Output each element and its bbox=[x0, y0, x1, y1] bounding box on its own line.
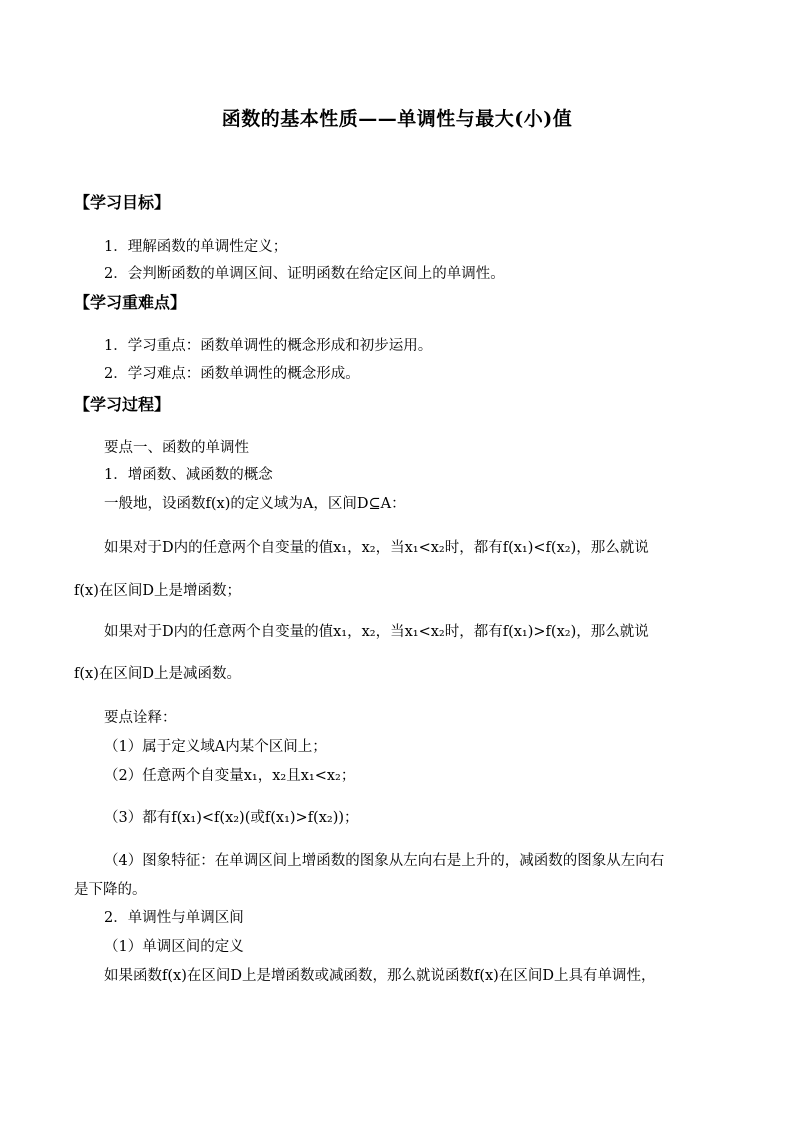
note-4-line-1: （4）图象特征：在单调区间上增函数的图象从左向右是上升的，减函数的图象从左向右 bbox=[104, 853, 665, 869]
goal-item-2: 2．会判断函数的单调区间、证明函数在给定区间上的单调性。 bbox=[104, 266, 505, 282]
increasing-def-line-2: f(x)在区间D上是增函数； bbox=[74, 583, 241, 599]
goal-item-1: 1．理解函数的单调性定义； bbox=[104, 239, 288, 255]
intro-line: 一般地，设函数f(x)的定义域为A，区间D⊆A： bbox=[104, 496, 406, 512]
decreasing-def-line-1: 如果对于D内的任意两个自变量的值x₁，x₂，当x₁<x₂时，都有f(x₁)>f(x₂)，那么就说 bbox=[104, 624, 649, 640]
section-heading-process: 【学习过程】 bbox=[74, 395, 171, 414]
subheading-monotonic: 2．单调性与单调区间 bbox=[104, 910, 244, 926]
increasing-def-line-1: 如果对于D内的任意两个自变量的值x₁，x₂，当x₁<x₂时，都有f(x₁)<f(x₂)，那么就说 bbox=[104, 540, 649, 556]
note-4-line-2: 是下降的。 bbox=[74, 882, 147, 898]
note-3: （3）都有f(x₁)<f(x₂)(或f(x₁)>f(x₂))； bbox=[104, 810, 359, 826]
key-item-2: 2．学习难点：函数单调性的概念形成。 bbox=[104, 366, 360, 382]
subheading-inc-dec: 1．增函数、减函数的概念 bbox=[104, 467, 273, 483]
decreasing-def-line-2: f(x)在区间D上是减函数。 bbox=[74, 666, 241, 682]
section-heading-goals: 【学习目标】 bbox=[74, 193, 171, 212]
subheading-interval-def: （1）单调区间的定义 bbox=[104, 939, 244, 955]
key-item-1: 1．学习重点：函数单调性的概念形成和初步运用。 bbox=[104, 338, 433, 354]
page-title: 函数的基本性质——单调性与最大(小)值 bbox=[221, 108, 573, 130]
note-2: （2）任意两个自变量x₁，x₂且x₁<x₂； bbox=[104, 768, 356, 784]
point-one-heading: 要点一、函数的单调性 bbox=[104, 440, 249, 456]
interval-def-line: 如果函数f(x)在区间D上是增函数或减函数，那么就说函数f(x)在区间D上具有单调性， bbox=[104, 968, 656, 984]
notes-heading: 要点诠释： bbox=[104, 710, 177, 726]
note-1: （1）属于定义域A内某个区间上； bbox=[104, 739, 327, 755]
section-heading-key: 【学习重难点】 bbox=[74, 293, 187, 312]
